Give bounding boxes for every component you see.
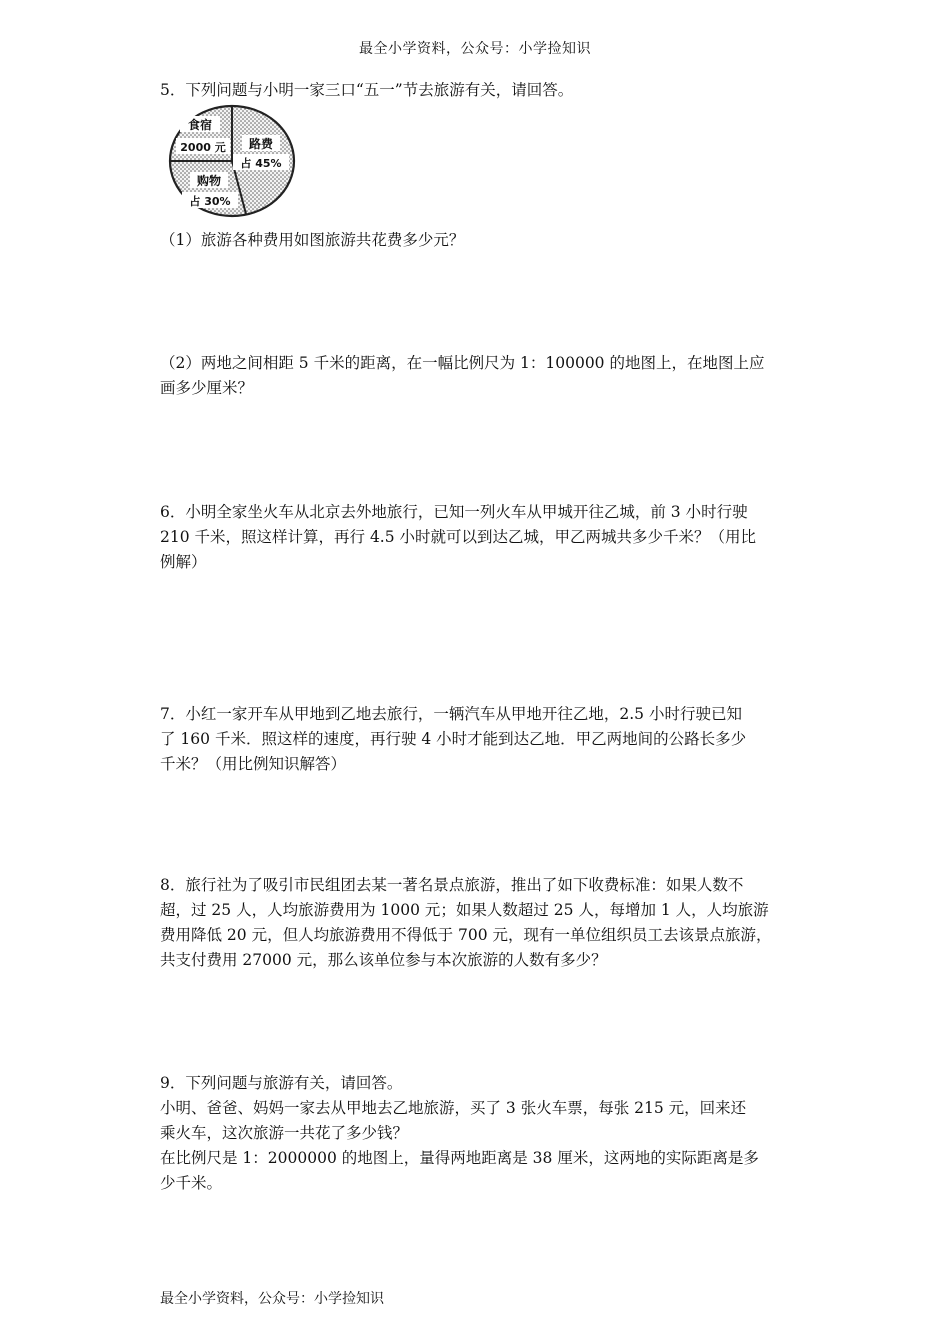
page-header: 最全小学资料，公众号：小学捡知识 [359,41,591,57]
q8-line1: 8．旅行社为了吸引市民组团去某一著名景点旅游，推出了如下收费标准：如果人数不 [160,876,744,894]
pie-chart-svg [166,102,298,220]
pie-label-travel-name: 路费 [248,137,274,151]
q7-line1: 7．小红一家开车从甲地到乙地去旅行，一辆汽车从甲地开往乙地，2.5 小时行驶已知 [160,705,742,723]
pie-label-shop-name: 购物 [196,174,222,188]
q7-line3: 千米？（用比例知识解答） [160,755,347,773]
pie-label-food-name: 食宿 [187,118,213,132]
q6-line2: 210 千米，照这样计算，再行 4.5 小时就可以到达乙城，甲乙两城共多少千米？（用比 [160,528,757,546]
q9-line5: 少千米。 [160,1174,223,1192]
q9-line3: 乘火车，这次旅游一共花了多少钱？ [160,1124,409,1142]
q5-title: 5．下列问题与小明一家三口“五一”节去旅游有关，请回答。 [160,81,574,99]
q9-line2: 小明、爸爸、妈妈一家去从甲地去乙地旅游，买了 3 张火车票，每张 215 元，回来还 [160,1099,747,1117]
q9-line4: 在比例尺是 1：2000000 的地图上，量得两地距离是 38 厘米，这两地的实际距离是多 [160,1149,759,1167]
pie-label-travel-value: 占 45% [240,157,282,170]
q8-line2: 超，过 25 人，人均旅游费用为 1000 元；如果人数超过 25 人，每增加 1 人，人均旅游 [160,901,769,919]
q5-sub2-line2: 画多少厘米？ [160,379,254,397]
q5-sub2-line1: （2）两地之间相距 5 千米的距离，在一幅比例尺为 1：100000 的地图上，在地图上应 [160,354,765,372]
pie-label-shop-value: 占 30% [189,195,231,208]
q5-sub1: （1）旅游各种费用如图旅游共花费多少元？ [160,231,465,249]
q8-line3: 费用降低 20 元，但人均旅游费用不得低于 700 元，现有一单位组织员工去该景点旅游， [160,926,772,944]
q9-line1: 9．下列问题与旅游有关，请回答。 [160,1074,403,1092]
pie-chart [166,102,298,220]
q8-line4: 共支付费用 27000 元，那么该单位参与本次旅游的人数有多少？ [160,951,607,969]
q6-line1: 6．小明全家坐火车从北京去外地旅行，已知一列火车从甲城开往乙城，前 3 小时行驶 [160,503,748,521]
q7-line2: 了 160 千米．照这样的速度，再行驶 4 小时才能到达乙地．甲乙两地间的公路长多少 [160,730,747,748]
pie-label-food-value: 2000 元 [180,141,226,154]
page-footer: 最全小学资料，公众号：小学捡知识 [160,1291,384,1307]
q6-line3: 例解） [160,553,207,571]
